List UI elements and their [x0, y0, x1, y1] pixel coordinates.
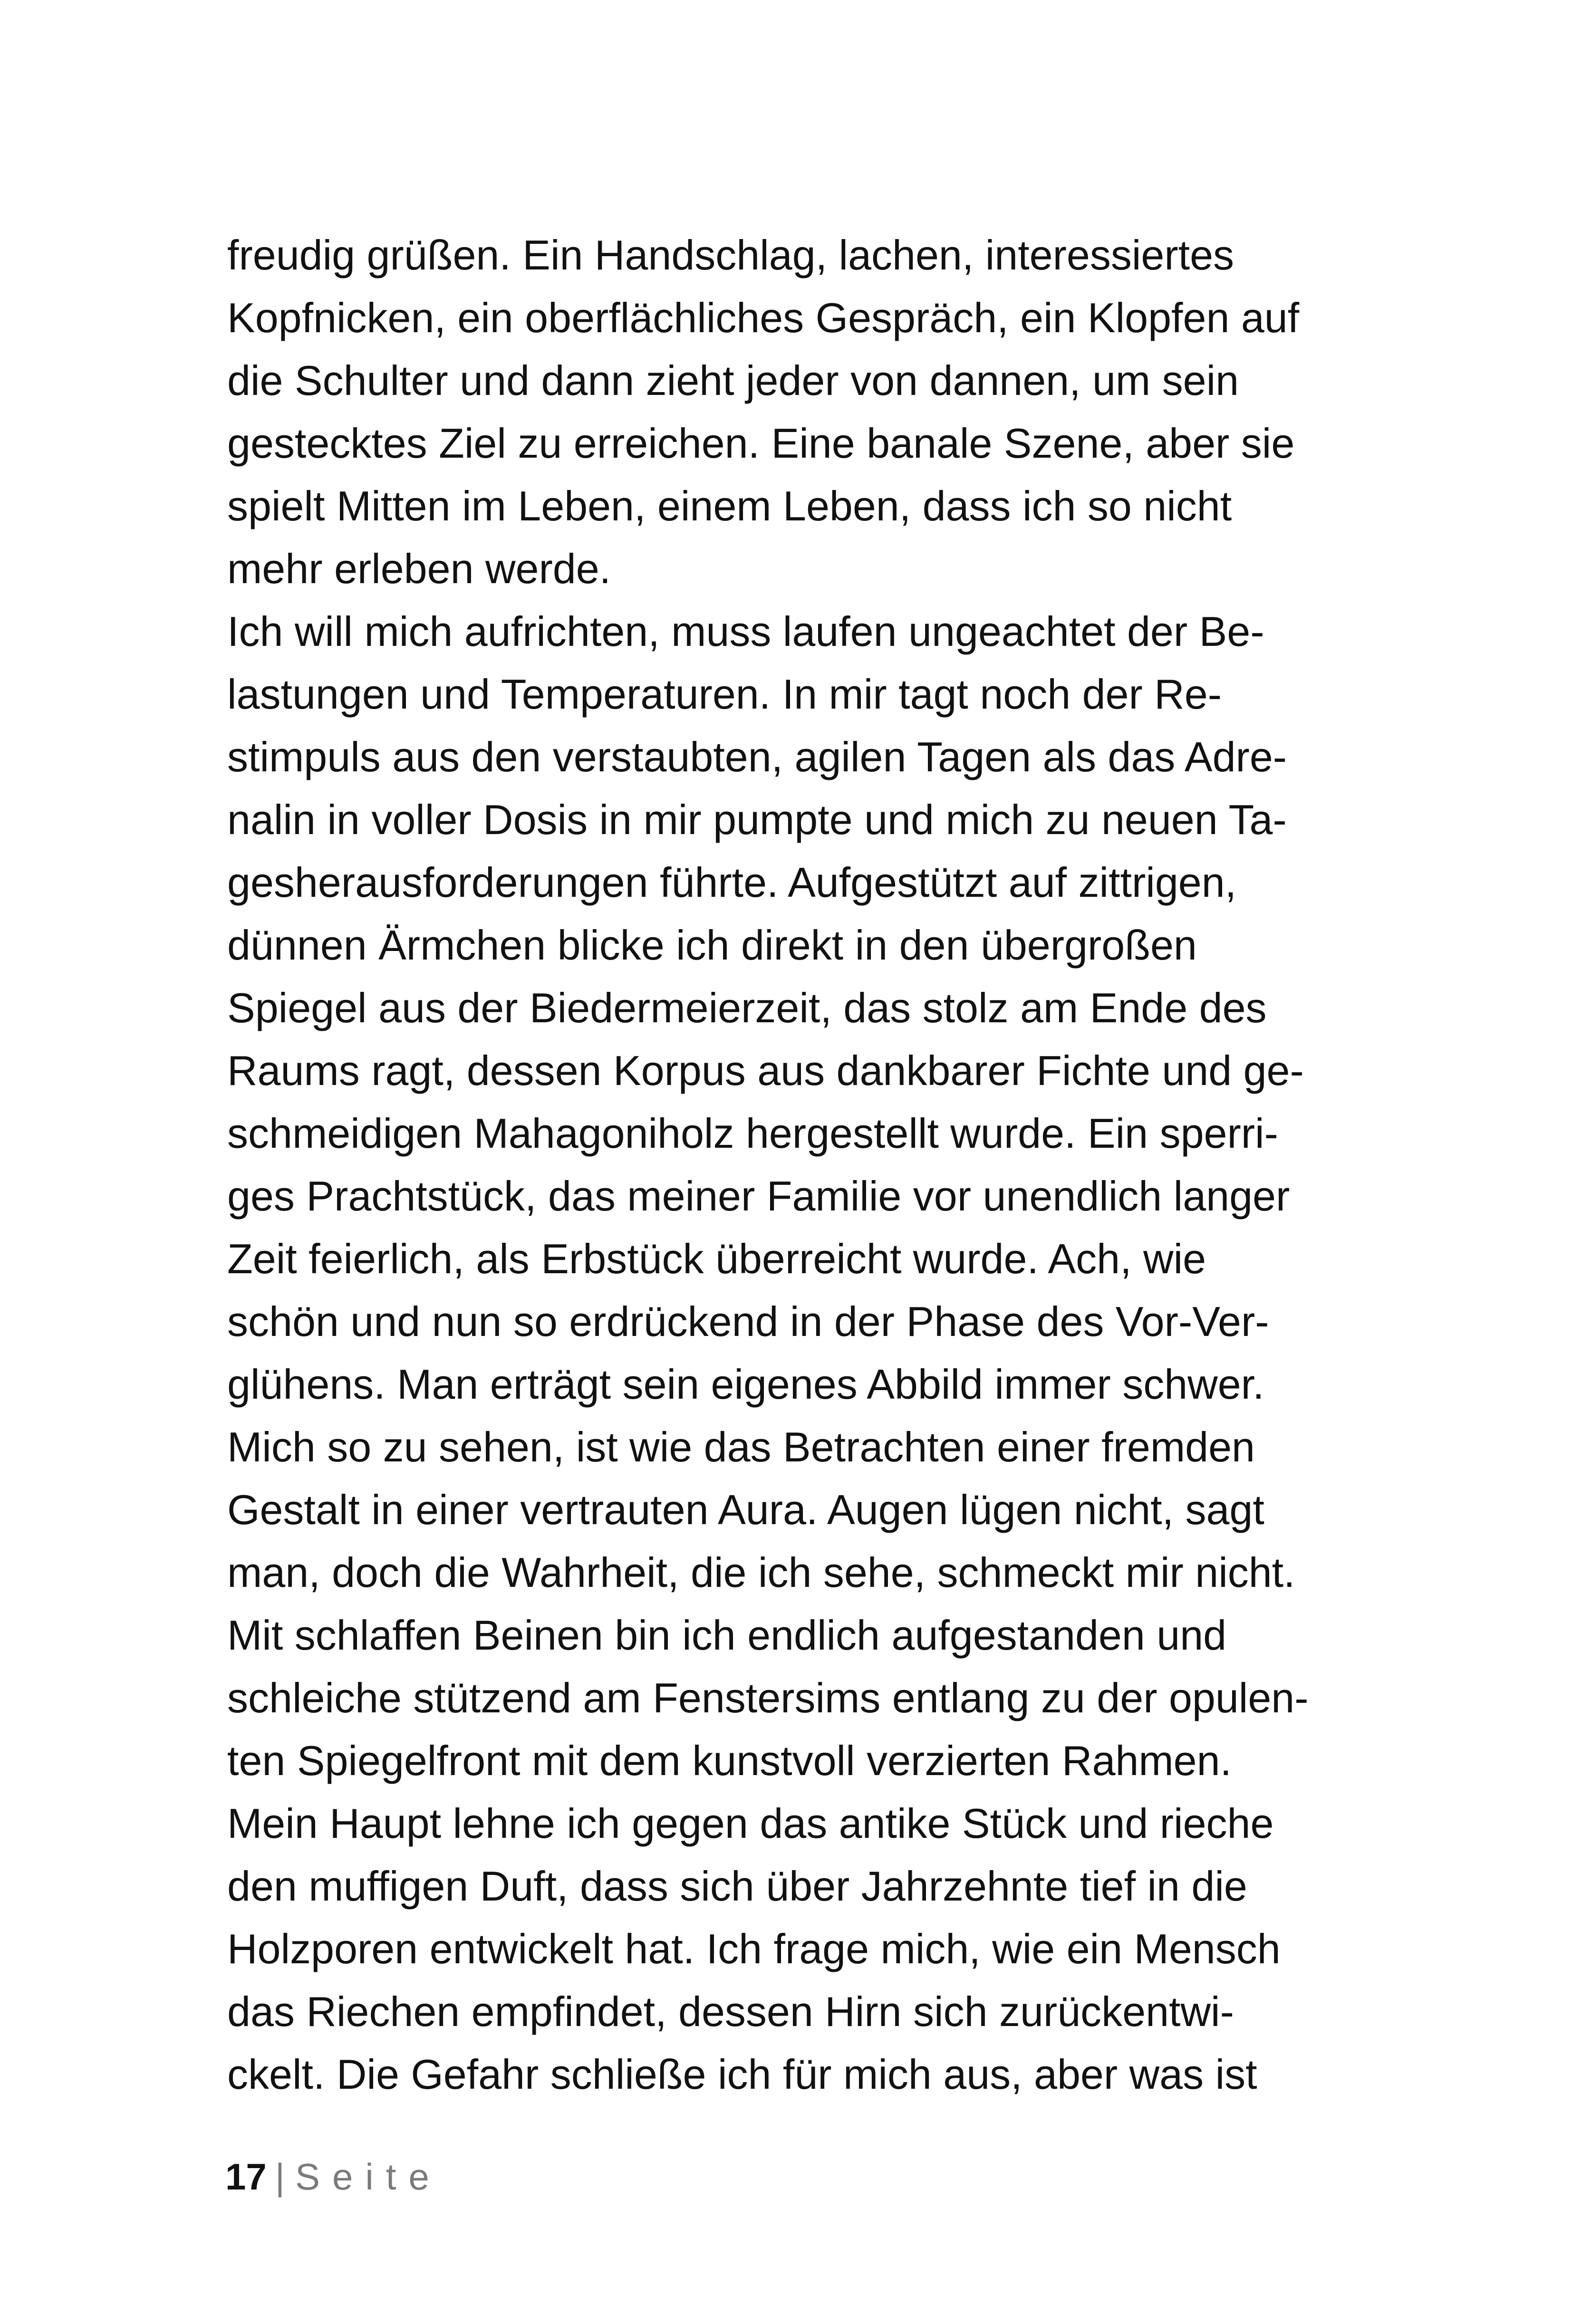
footer-separator: |: [275, 2156, 285, 2198]
text-line: den muffigen Duft, dass sich über Jahrzehnte tief in die: [227, 1863, 1247, 1910]
text-line: ten Spiegelfront mit dem kunstvoll verzierten Rahmen.: [227, 1737, 1232, 1784]
text-line: Gestalt in einer vertrauten Aura. Augen lügen nicht, sagt: [227, 1486, 1264, 1533]
text-line: nalin in voller Dosis in mir pumpte und mich zu neuen Ta-: [227, 796, 1287, 843]
text-line: schleiche stützend am Fenstersims entlang zu der opulen-: [227, 1674, 1309, 1721]
text-line: freudig grüßen. Ein Handschlag, lachen, interessiertes: [227, 231, 1234, 278]
text-line: man, doch die Wahrheit, die ich sehe, schmeckt mir nicht.: [227, 1549, 1295, 1596]
text-line: Holzporen entwickelt hat. Ich frage mich, wie ein Mensch: [227, 1925, 1281, 1972]
text-line: gestecktes Ziel zu erreichen. Eine banale Szene, aber sie: [227, 420, 1295, 467]
text-line: mehr erleben werde.: [227, 545, 611, 592]
text-line: die Schulter und dann zieht jeder von dannen, um sein: [227, 357, 1239, 404]
text-line: Kopfnicken, ein oberflächliches Gespräch, ein Klopfen auf: [227, 294, 1300, 341]
text-line: Raums ragt, dessen Korpus aus dankbarer Fichte und ge-: [227, 1047, 1304, 1094]
text-line: das Riechen empfindet, dessen Hirn sich zurückentwi-: [227, 1988, 1234, 2035]
text-line: stimpuls aus den verstaubten, agilen Tagen als das Adre-: [227, 733, 1287, 780]
text-line: glühens. Man erträgt sein eigenes Abbild immer schwer.: [227, 1361, 1264, 1408]
text-line: spielt Mitten im Leben, einem Leben, dass ich so nicht: [227, 482, 1232, 529]
text-line: dünnen Ärmchen blicke ich direkt in den übergroßen: [227, 922, 1197, 969]
page-label: Seite: [295, 2156, 442, 2198]
text-line: ges Prachtstück, das meiner Familie vor unendlich langer: [227, 1172, 1290, 1220]
text-line: Mich so zu sehen, ist wie das Betrachten einer fremden: [227, 1423, 1255, 1470]
text-line: Spiegel aus der Biedermeierzeit, das stolz am Ende des: [227, 984, 1267, 1031]
text-line: Mit schlaffen Beinen bin ich endlich aufgestanden und: [227, 1612, 1227, 1659]
text-line: gesherausforderungen führte. Aufgestützt auf zittrigen,: [227, 859, 1237, 906]
text-line: Ich will mich aufrichten, muss laufen ungeachtet der Be-: [227, 608, 1264, 655]
body-text: [227, 224, 1416, 2106]
text-line: lastungen und Temperaturen. In mir tagt noch der Re-: [227, 671, 1222, 718]
page-number: 17: [225, 2156, 267, 2198]
text-line: schön und nun so erdrückend in der Phase des Vor-Ver-: [227, 1298, 1269, 1345]
text-line: schmeidigen Mahagoniholz hergestellt wurde. Ein sperri-: [227, 1110, 1278, 1157]
page-footer: [225, 2151, 442, 2203]
text-line: ckelt. Die Gefahr schließe ich für mich aus, aber was ist: [227, 2051, 1257, 2098]
text-line: Mein Haupt lehne ich gegen das antike Stück und rieche: [227, 1800, 1274, 1847]
text-line: Zeit feierlich, als Erbstück überreicht wurde. Ach, wie: [227, 1235, 1206, 1282]
